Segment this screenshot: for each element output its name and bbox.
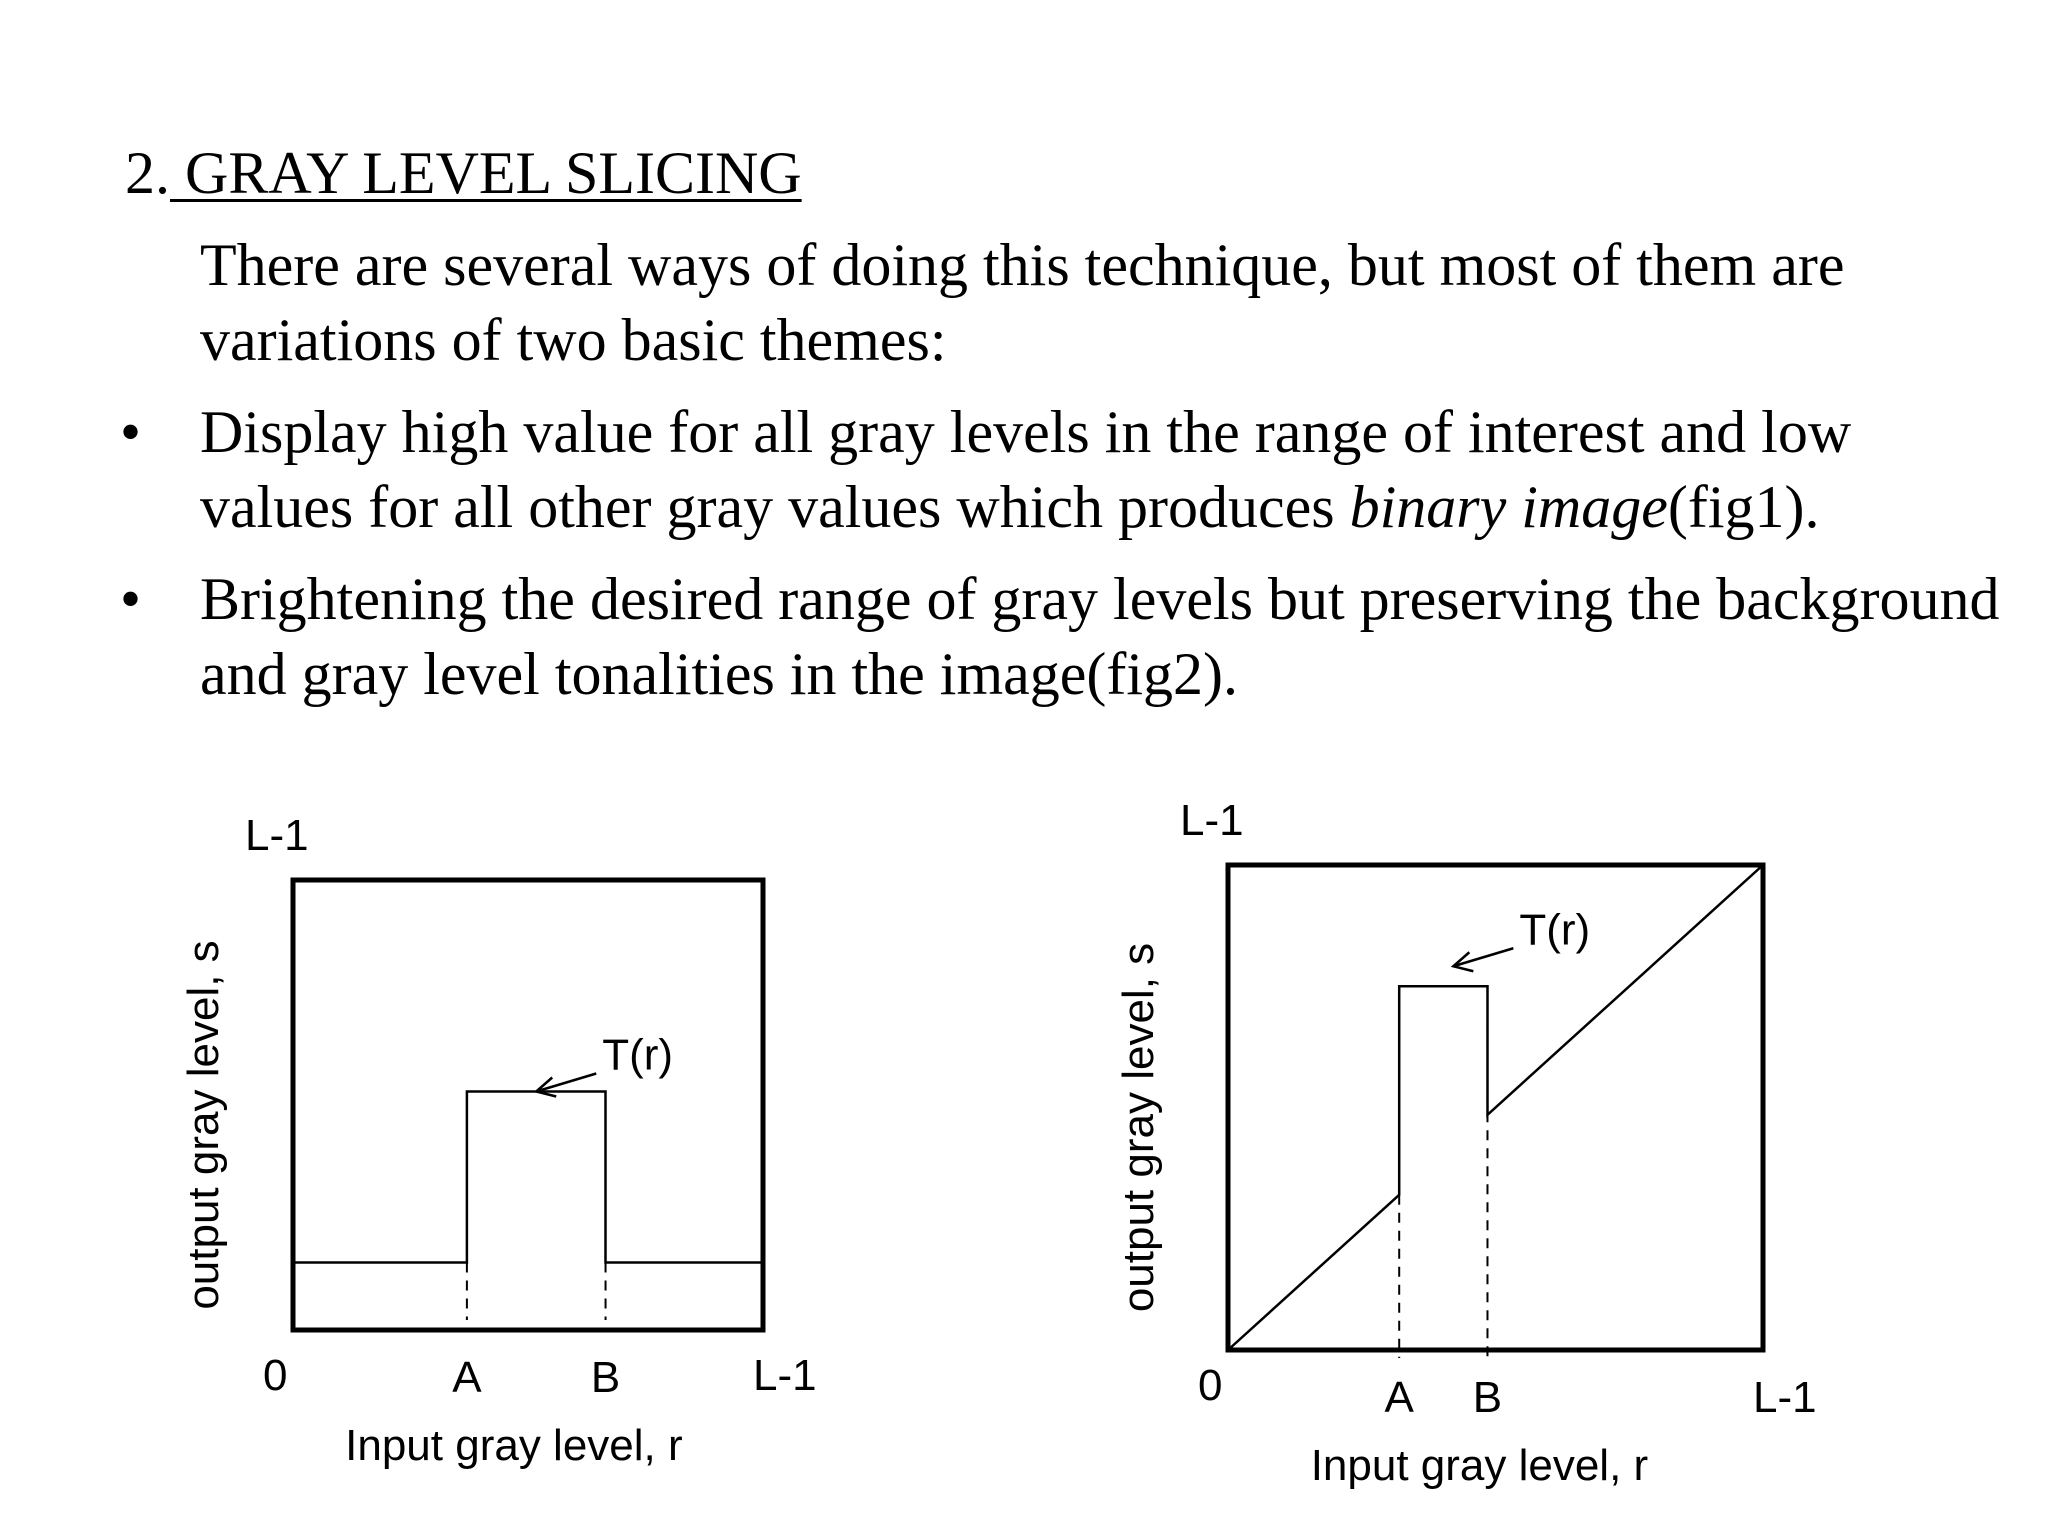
bullet-text: Display high value for all gray levels in the range of interest and low values for all other gray values which produces bbox=[200, 399, 1852, 540]
transform-curve bbox=[1228, 865, 1763, 1350]
x-axis-label: Input gray level, r bbox=[1310, 1441, 1649, 1490]
x-tick-label: L-1 bbox=[753, 1351, 817, 1400]
x-tick-label: 0 bbox=[263, 1351, 288, 1400]
x-tick-label: A bbox=[1384, 1373, 1414, 1422]
heading-number: 2. bbox=[125, 140, 170, 206]
bullet-marker: • bbox=[120, 566, 142, 632]
annotation-label: T(r) bbox=[602, 1030, 674, 1080]
y-tick-label: L-1 bbox=[245, 811, 309, 860]
bullet-marker: • bbox=[120, 399, 142, 465]
bullet-text: Brightening the desired range of gray levels but preserving the background and gray level tonalities in the image(fig2). bbox=[200, 566, 2000, 707]
x-tick-label: B bbox=[1472, 1373, 1503, 1422]
x-tick-label: A bbox=[452, 1353, 482, 1402]
annotation-label: T(r) bbox=[1519, 905, 1591, 955]
y-tick-label: L-1 bbox=[1180, 796, 1244, 845]
bullet-italic-term: binary image bbox=[1349, 474, 1668, 540]
heading-title: GRAY LEVEL SLICING bbox=[170, 140, 802, 206]
figure-1 bbox=[179, 811, 817, 1470]
x-axis-label: Input gray level, r bbox=[345, 1421, 683, 1470]
y-axis-label: output gray level, s bbox=[1114, 942, 1163, 1313]
x-tick-label: L-1 bbox=[1753, 1373, 1817, 1422]
x-tick-label: 0 bbox=[1198, 1361, 1223, 1410]
x-tick-label: B bbox=[590, 1353, 621, 1402]
y-axis-label: output gray level, s bbox=[179, 940, 228, 1310]
bullet-text-end: (fig1). bbox=[1667, 474, 1820, 540]
transform-curve bbox=[293, 1092, 763, 1263]
intro-paragraph: There are several ways of doing this technique, but most of them are variations of two basic themes: bbox=[200, 232, 1845, 373]
figure-2 bbox=[1114, 796, 1817, 1490]
